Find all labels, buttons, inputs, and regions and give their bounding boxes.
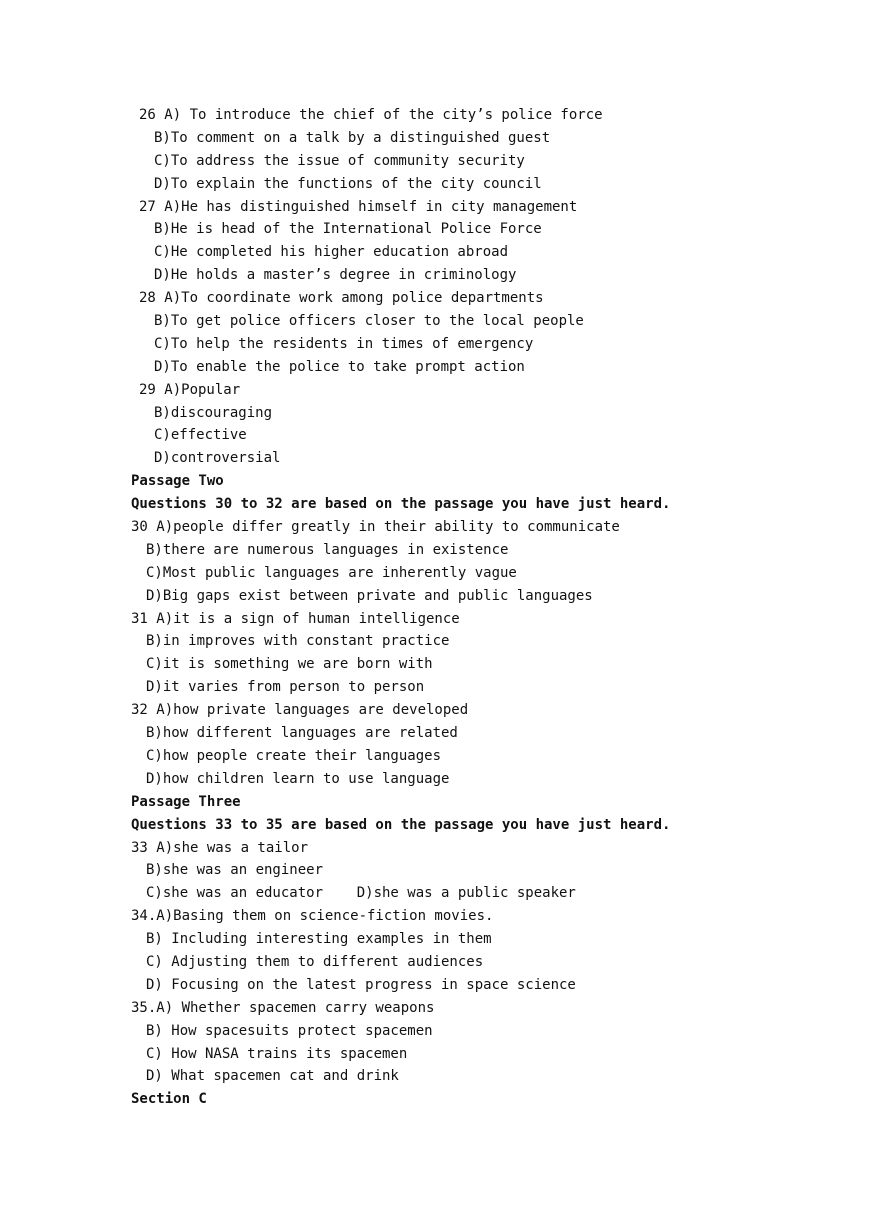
q35-option-b: B) How spacesuits protect spacemen — [146, 1022, 433, 1039]
q32-option-d: D)how children learn to use language — [146, 770, 450, 787]
passage-two-title: Passage Two — [131, 473, 224, 490]
q35-option-d: D) What spacemen cat and drink — [146, 1068, 399, 1085]
q31-option-c: C)it is something we are born with — [146, 656, 433, 673]
passage-two-instruction: Questions 30 to 32 are based on the passage you have just heard. — [131, 496, 671, 513]
q27-option-d: D)He holds a master’s degree in criminology — [154, 267, 517, 284]
q32-option-c: C)how people create their languages — [146, 747, 442, 764]
document-page — [131, 104, 831, 1111]
q28-option-d: D)To enable the police to take prompt action — [154, 358, 525, 375]
q26-option-d: D)To explain the functions of the city council — [154, 175, 542, 192]
section-c-title: Section C — [131, 1091, 207, 1108]
q34-option-d: D) Focusing on the latest progress in space science — [146, 976, 576, 993]
q27-option-b: B)He is head of the International Police Force — [154, 221, 542, 238]
q28-option-b: B)To get police officers closer to the local people — [154, 313, 584, 330]
q29-option-c: C)effective — [154, 427, 247, 444]
passage-three-title: Passage Three — [131, 793, 241, 810]
q34-option-c: C) Adjusting them to different audiences — [146, 953, 484, 970]
q28-option-c: C)To help the residents in times of emergency — [154, 335, 534, 352]
q30-option-c: C)Most public languages are inherently vague — [146, 564, 517, 581]
q31-option-d: D)it varies from person to person — [146, 679, 425, 696]
q29-option-b: B)discouraging — [154, 404, 273, 421]
q33-option-c-d: C)she was an educator D)she was a public speaker — [146, 885, 576, 902]
q31-option-a: 31 A)it is a sign of human intelligence — [131, 610, 460, 627]
q35-option-a: 35.A) Whether spacemen carry weapons — [131, 999, 435, 1016]
q26-option-b: B)To comment on a talk by a distinguished guest — [154, 129, 551, 146]
q31-option-b: B)in improves with constant practice — [146, 633, 450, 650]
q28-option-a: 28 A)To coordinate work among police departments — [139, 290, 544, 307]
q32-option-a: 32 A)how private languages are developed — [131, 702, 469, 719]
q30-option-b: B)there are numerous languages in existence — [146, 541, 509, 558]
q33-option-a: 33 A)she was a tailor — [131, 839, 309, 856]
q30-option-a: 30 A)people differ greatly in their ability to communicate — [131, 519, 620, 536]
q26-option-c: C)To address the issue of community security — [154, 152, 525, 169]
q27-option-a: 27 A)He has distinguished himself in city management — [139, 198, 578, 215]
q29-option-d: D)controversial — [154, 450, 281, 467]
q32-option-b: B)how different languages are related — [146, 725, 458, 742]
q34-option-a: 34.A)Basing them on science-fiction movies. — [131, 908, 494, 925]
q35-option-c: C) How NASA trains its spacemen — [146, 1045, 408, 1062]
passage-three-instruction: Questions 33 to 35 are based on the passage you have just heard. — [131, 816, 671, 833]
q30-option-d: D)Big gaps exist between private and public languages — [146, 587, 593, 604]
q26-option-a: 26 A) To introduce the chief of the city’s police force — [139, 107, 603, 123]
q29-option-a: 29 A)Popular — [139, 381, 241, 398]
q33-option-b: B)she was an engineer — [146, 862, 324, 879]
q34-option-b: B) Including interesting examples in them — [146, 931, 492, 948]
q27-option-c: C)He completed his higher education abroad — [154, 244, 509, 261]
